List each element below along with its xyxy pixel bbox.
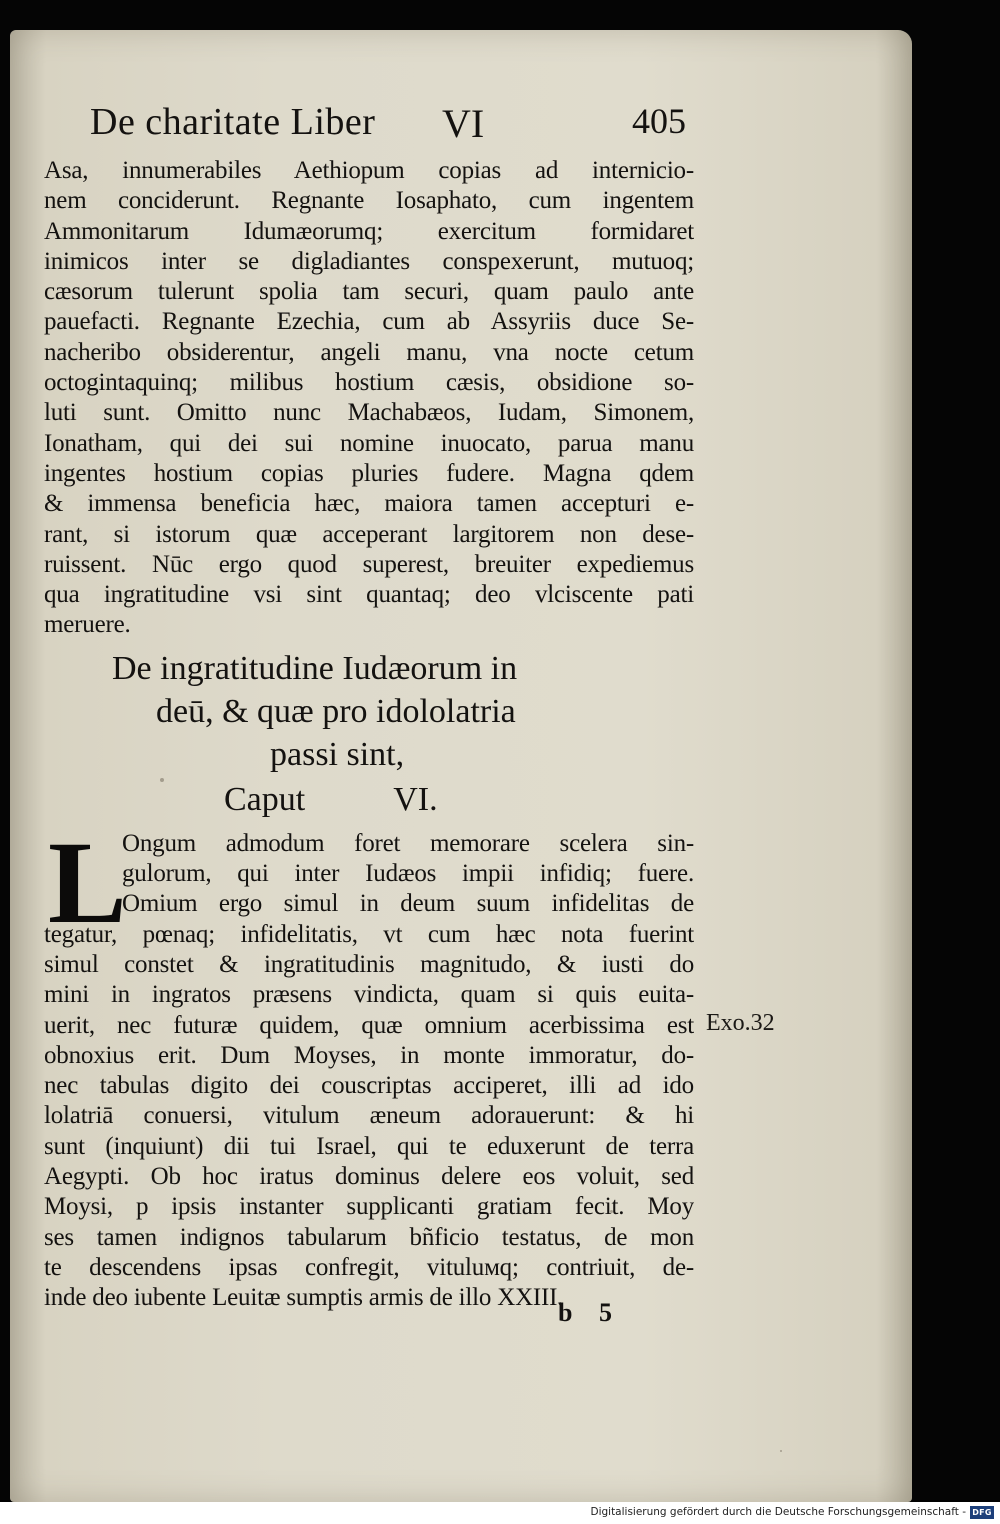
text-line: sunt (inquiunt) dii tui Israel, qui te eduxerunt de terra <box>44 1132 694 1160</box>
text-line: inde deo iubente Leuitæ sumptis armis de illo XXIII. <box>44 1284 564 1312</box>
text-line: nec tabulas digito dei couscriptas acciperet, illi ad ido <box>44 1072 694 1100</box>
text-line: Moysi, p ipsis instanter supplicanti gratiam fecit. Moy <box>44 1193 694 1221</box>
drop-cap-indented-lines <box>44 829 694 920</box>
running-header <box>44 100 694 156</box>
text-line: Asa, innumerabiles Aethiopum copias ad internicio- <box>44 157 694 184</box>
text-line: ingentes hostium copias pluries fudere. Magna qdem <box>44 459 694 487</box>
footer-bar <box>0 1502 1000 1524</box>
text-line: lolatriā conuersi, vitulum æneum adorauerunt: & hi <box>44 1102 694 1130</box>
text-line: ruissent. Nūc ergo quod superest, breuiter expediemus <box>44 550 694 578</box>
text-line: nacheribo obsiderentur, angeli manu, vna nocte cetum <box>44 338 694 366</box>
text-line: uerit, nec futuræ quidem, quæ omnium acerbissima est <box>44 1011 694 1039</box>
paragraph-continued <box>44 156 694 641</box>
text-line: luti sunt. Omitto nunc Machabæos, Iudam, Simonem, <box>44 399 694 427</box>
text-line: simul constet & ingratitudinis magnitudo, & iusti do <box>44 950 694 978</box>
text-line: cæsorum tulerunt spolia tam securi, quam paulo ante <box>44 278 694 306</box>
book-page <box>10 30 912 1502</box>
book-number: VI <box>442 101 485 146</box>
dfg-logo: DFG <box>970 1506 994 1519</box>
text-line: gulorum, qui inter Iudæos impii infidiq; fuere. <box>122 860 694 888</box>
signature-mark: b 5 <box>558 1298 612 1327</box>
heading-line: passi sint, <box>270 735 405 773</box>
caput-number: VI. <box>393 780 438 818</box>
text-line: nem conciderunt. Regnante Iosaphato, cum ingentem <box>44 187 694 215</box>
text-line: meruere. <box>44 611 131 639</box>
text-line: Ammonitarum Idumæorumq; exercitum formidaret <box>44 217 694 245</box>
text-line: inimicos inter se digladiantes conspexerunt, mutuoq; <box>44 247 694 275</box>
paper-speck <box>780 1450 782 1452</box>
running-title: De charitate Liber <box>90 101 376 143</box>
page-content <box>44 100 694 1314</box>
text-line: te descendens ipsas confregit, vituluмq; contriuit, de- <box>44 1253 694 1281</box>
text-line: pauefacti. Regnante Ezechia, cum ab Assyriis duce Se- <box>44 308 694 336</box>
text-line: Ongum admodum foret memorare scelera sin- <box>122 829 694 857</box>
text-line: mini in ingratos præsens vindicta, quam si quis euita- <box>44 981 694 1009</box>
text-line: Ionatham, qui dei sui nomine inuocato, parua manu <box>44 429 694 457</box>
text-line: & immensa beneficia hæc, maiora tamen accepturi e- <box>44 490 694 518</box>
text-line: obnoxius erit. Dum Moyses, in monte immoratur, do- <box>44 1041 694 1069</box>
text-line: tegatur, pœnaq; infidelitatis, vt cum hæc nota fuerint <box>44 920 694 948</box>
chapter-heading <box>44 647 694 821</box>
text-line: octogintaquinq; milibus hostium cæsis, obsidione so- <box>44 369 694 397</box>
chapter-number-line <box>44 778 694 821</box>
heading-line: deū, & quæ pro idololatria <box>156 692 516 730</box>
chapter-body <box>44 816 694 1314</box>
heading-line: De ingratitudine Iudæorum in <box>112 649 518 687</box>
drop-cap-initial: L <box>48 816 127 948</box>
text-line: rant, si istorum quæ acceperant largitorem non dese- <box>44 520 694 548</box>
text-line: qua ingratitudine vsi sint quantaq; deo vlciscente pati <box>44 581 694 609</box>
text-line: Omium ergo simul in deum suum infidelitas de <box>122 890 694 918</box>
funding-credit: Digitalisierung gefördert durch die Deutsche Forschungsgemeinschaft - <box>590 1506 966 1518</box>
marginal-note: Exo.32 <box>706 1010 775 1036</box>
page-number: 405 <box>632 101 686 141</box>
text-line: Aegypti. Ob hoc iratus dominus delere eos voluit, sed <box>44 1163 694 1191</box>
text-line: ses tamen indignos tabularum bñficio testatus, de mon <box>44 1223 694 1251</box>
caput-label: Caput <box>224 780 306 818</box>
